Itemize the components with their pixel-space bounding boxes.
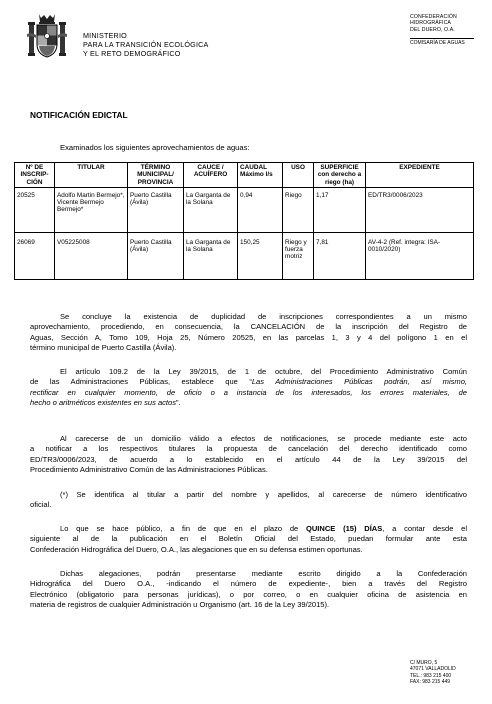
- plazo-highlight: QUINCE (15) DÍAS: [305, 524, 383, 533]
- quoted-text: Las Administraciones Públicas podrán, así mismo,: [251, 377, 467, 387]
- paragraph-text: de las Administraciones Públicas, establece que “: [30, 377, 252, 387]
- column-header: SUPERFICIE con derecho a riego (ha): [314, 163, 366, 188]
- paragraph-text: Lo que se hace público, a fin de que en el plazo de: [60, 524, 306, 533]
- table-cell: Puerto Castilla (Ávila): [128, 232, 184, 279]
- footer-address: [410, 660, 456, 685]
- paragraph-line: Electrónico (obligatorio para personas jurídicas), o por correo, o en cualquier oficina de asistencia en: [30, 589, 467, 599]
- footer-line: 47071 VALLADOLID: [410, 666, 456, 673]
- table-cell: ED/TR3/0006/2023: [366, 187, 474, 232]
- footer-line: TEL.: 983 215 400: [410, 672, 452, 679]
- confederacion-line: DEL DUERO, O.A.: [410, 26, 455, 33]
- paragraph-text: ”.: [175, 398, 181, 408]
- table-cell: V05225008: [55, 232, 128, 279]
- paragraph-line: Al carecerse de un domicilio válido a efectos de notificaciones, se procede mediante este acto: [60, 434, 467, 443]
- column-header: Nº DE INSCRIP-CIÓN: [15, 163, 55, 188]
- table-cell: 26069: [15, 232, 55, 279]
- table-cell: 150,25: [238, 232, 283, 279]
- table-cell: Adolfo Martin Bermejo*, Vicente Bermejo Bermejo*: [55, 187, 128, 232]
- paragraph-plazo: [30, 524, 467, 555]
- column-header: USO: [283, 163, 314, 188]
- column-header: EXPEDIENTE: [366, 163, 474, 188]
- ministry-line: Y EL RETO DEMOGRÁFICO: [83, 49, 181, 58]
- confederacion-line: HIDROGRÁFICA: [410, 20, 451, 27]
- document-title: NOTIFICACIÓN EDICTAL: [30, 110, 128, 120]
- paragraph-line: (*) Se identifica al titular a partir del nombre y apellidos, al carecerse de número identificativo: [60, 490, 467, 499]
- table-cell: Riego y fuerza motriz: [283, 232, 314, 279]
- paragraph-line: [30, 524, 467, 534]
- footer-line: C/ MURO, 5: [410, 660, 438, 666]
- table-cell: 1,17: [314, 187, 366, 232]
- table-cell: 7,81: [314, 232, 366, 279]
- ministry-line: MINISTERIO: [83, 31, 127, 40]
- paragraph-line: Se concluye la existencia de duplicidad de inscripciones correspondientes a un mismo: [60, 312, 467, 321]
- table-cell: 20525: [15, 187, 55, 232]
- paragraph-cancelacion: [30, 312, 467, 354]
- confederacion-name: [410, 14, 457, 33]
- table-cell: Puerto Castilla (Ávila): [128, 187, 184, 232]
- paragraph-notificacion: [30, 434, 467, 476]
- table-cell: La Garganta de la Solana: [184, 232, 238, 279]
- paragraph-line: Procedimiento Administrativo Común de las Administraciones Públicas.: [30, 465, 268, 475]
- ministry-name: [83, 31, 209, 58]
- intro-text: Examinados los siguientes aprovechamientos de aguas:: [60, 143, 250, 152]
- column-header: TÉRMINO MUNICIPAL/ PROVINCIA: [128, 163, 184, 188]
- paragraph-line: Hidrográfica del Duero O.A., -indicando el número de expediente-, bien a través del Registro: [30, 579, 467, 589]
- paragraph-line: oficial.: [30, 500, 52, 510]
- header-divider: [410, 38, 474, 39]
- paragraph-line: [30, 377, 467, 387]
- footer-line: FAX: 983 215 449: [410, 678, 451, 685]
- paragraph-line: [30, 388, 467, 398]
- table-cell: La Garganta de la Solana: [184, 187, 238, 232]
- quoted-text: hecho o aritméticos existentes en sus actos: [30, 398, 176, 408]
- paragraph-line: a notificar a los respectivos titulares la propuesta de cancelación del derecho identificado como: [30, 444, 467, 454]
- comisaria-label: COMISARÍA DE AGUAS: [410, 40, 465, 46]
- paragraph-line: [30, 398, 467, 408]
- table-cell: AV-4-2 (Ref. integra: ISA-0010/2020): [366, 232, 474, 279]
- paragraph-text: , a contar desde el: [382, 524, 468, 533]
- paragraph-line: ED/TR3/0006/2023, de acuerdo a lo establecido en el artículo 44 de la Ley 39/2015 del: [30, 454, 467, 464]
- column-header: TITULAR: [55, 163, 128, 188]
- paragraph-line: siguiente al de la publicación en el Boletín Oficial del Estado, puedan formular ante esta: [30, 534, 467, 544]
- paragraph-line: Confederación Hidrográfica del Duero, O.A., las alegaciones que en su defensa estimen oportunas.: [30, 544, 363, 554]
- table-cell: 0,94: [238, 187, 283, 232]
- quoted-text: rectificar en cualquier momento, de oficio o a instancia de los interesados, los errores materiales, de: [30, 387, 467, 397]
- column-header: CAUDAL Máximo l/s: [238, 163, 283, 188]
- paragraph-line: El artículo 109.2 de la Ley 39/2015, de 1 de octubre, del Procedimiento Administrativo Común: [60, 367, 467, 376]
- paragraph-alegaciones: [30, 569, 467, 611]
- paragraph-line: término municipal de Puerto Castilla (Ávila).: [30, 343, 177, 353]
- paragraph-line: Dichas alegaciones, podrán presentarse mediante escrito dirigido a la Confederación: [60, 569, 467, 578]
- column-header: CAUCE / ACUÍFERO: [184, 163, 238, 188]
- ministry-line: PARA LA TRANSICIÓN ECOLÓGICA: [83, 40, 209, 49]
- table-cell: Riego: [283, 187, 314, 232]
- confederacion-line: CONFEDERACIÓN: [410, 14, 457, 20]
- table-header-row: [15, 163, 474, 188]
- paragraph-nota-titular: [30, 490, 467, 511]
- table-row: [15, 232, 474, 279]
- paragraph-line: aprovechamiento, procediendo, en consecuencia, la CANCELACIÓN de la inscripción del Registro de: [30, 322, 467, 332]
- table-row: [15, 187, 474, 232]
- paragraph-line: Aguas, Sección A, Tomo 109, Hoja 25, Número 20525, en las parcelas 1, 3 y 4 del polígono 1 en el: [30, 332, 467, 342]
- paragraph-articulo: [30, 367, 467, 409]
- paragraph-line: materia de registros de cualquier Administración u Organismo (art. 16 de la Ley 39/2015).: [30, 600, 330, 610]
- aprovechamientos-table: [14, 162, 474, 280]
- spain-coat-of-arms-icon: [27, 12, 67, 60]
